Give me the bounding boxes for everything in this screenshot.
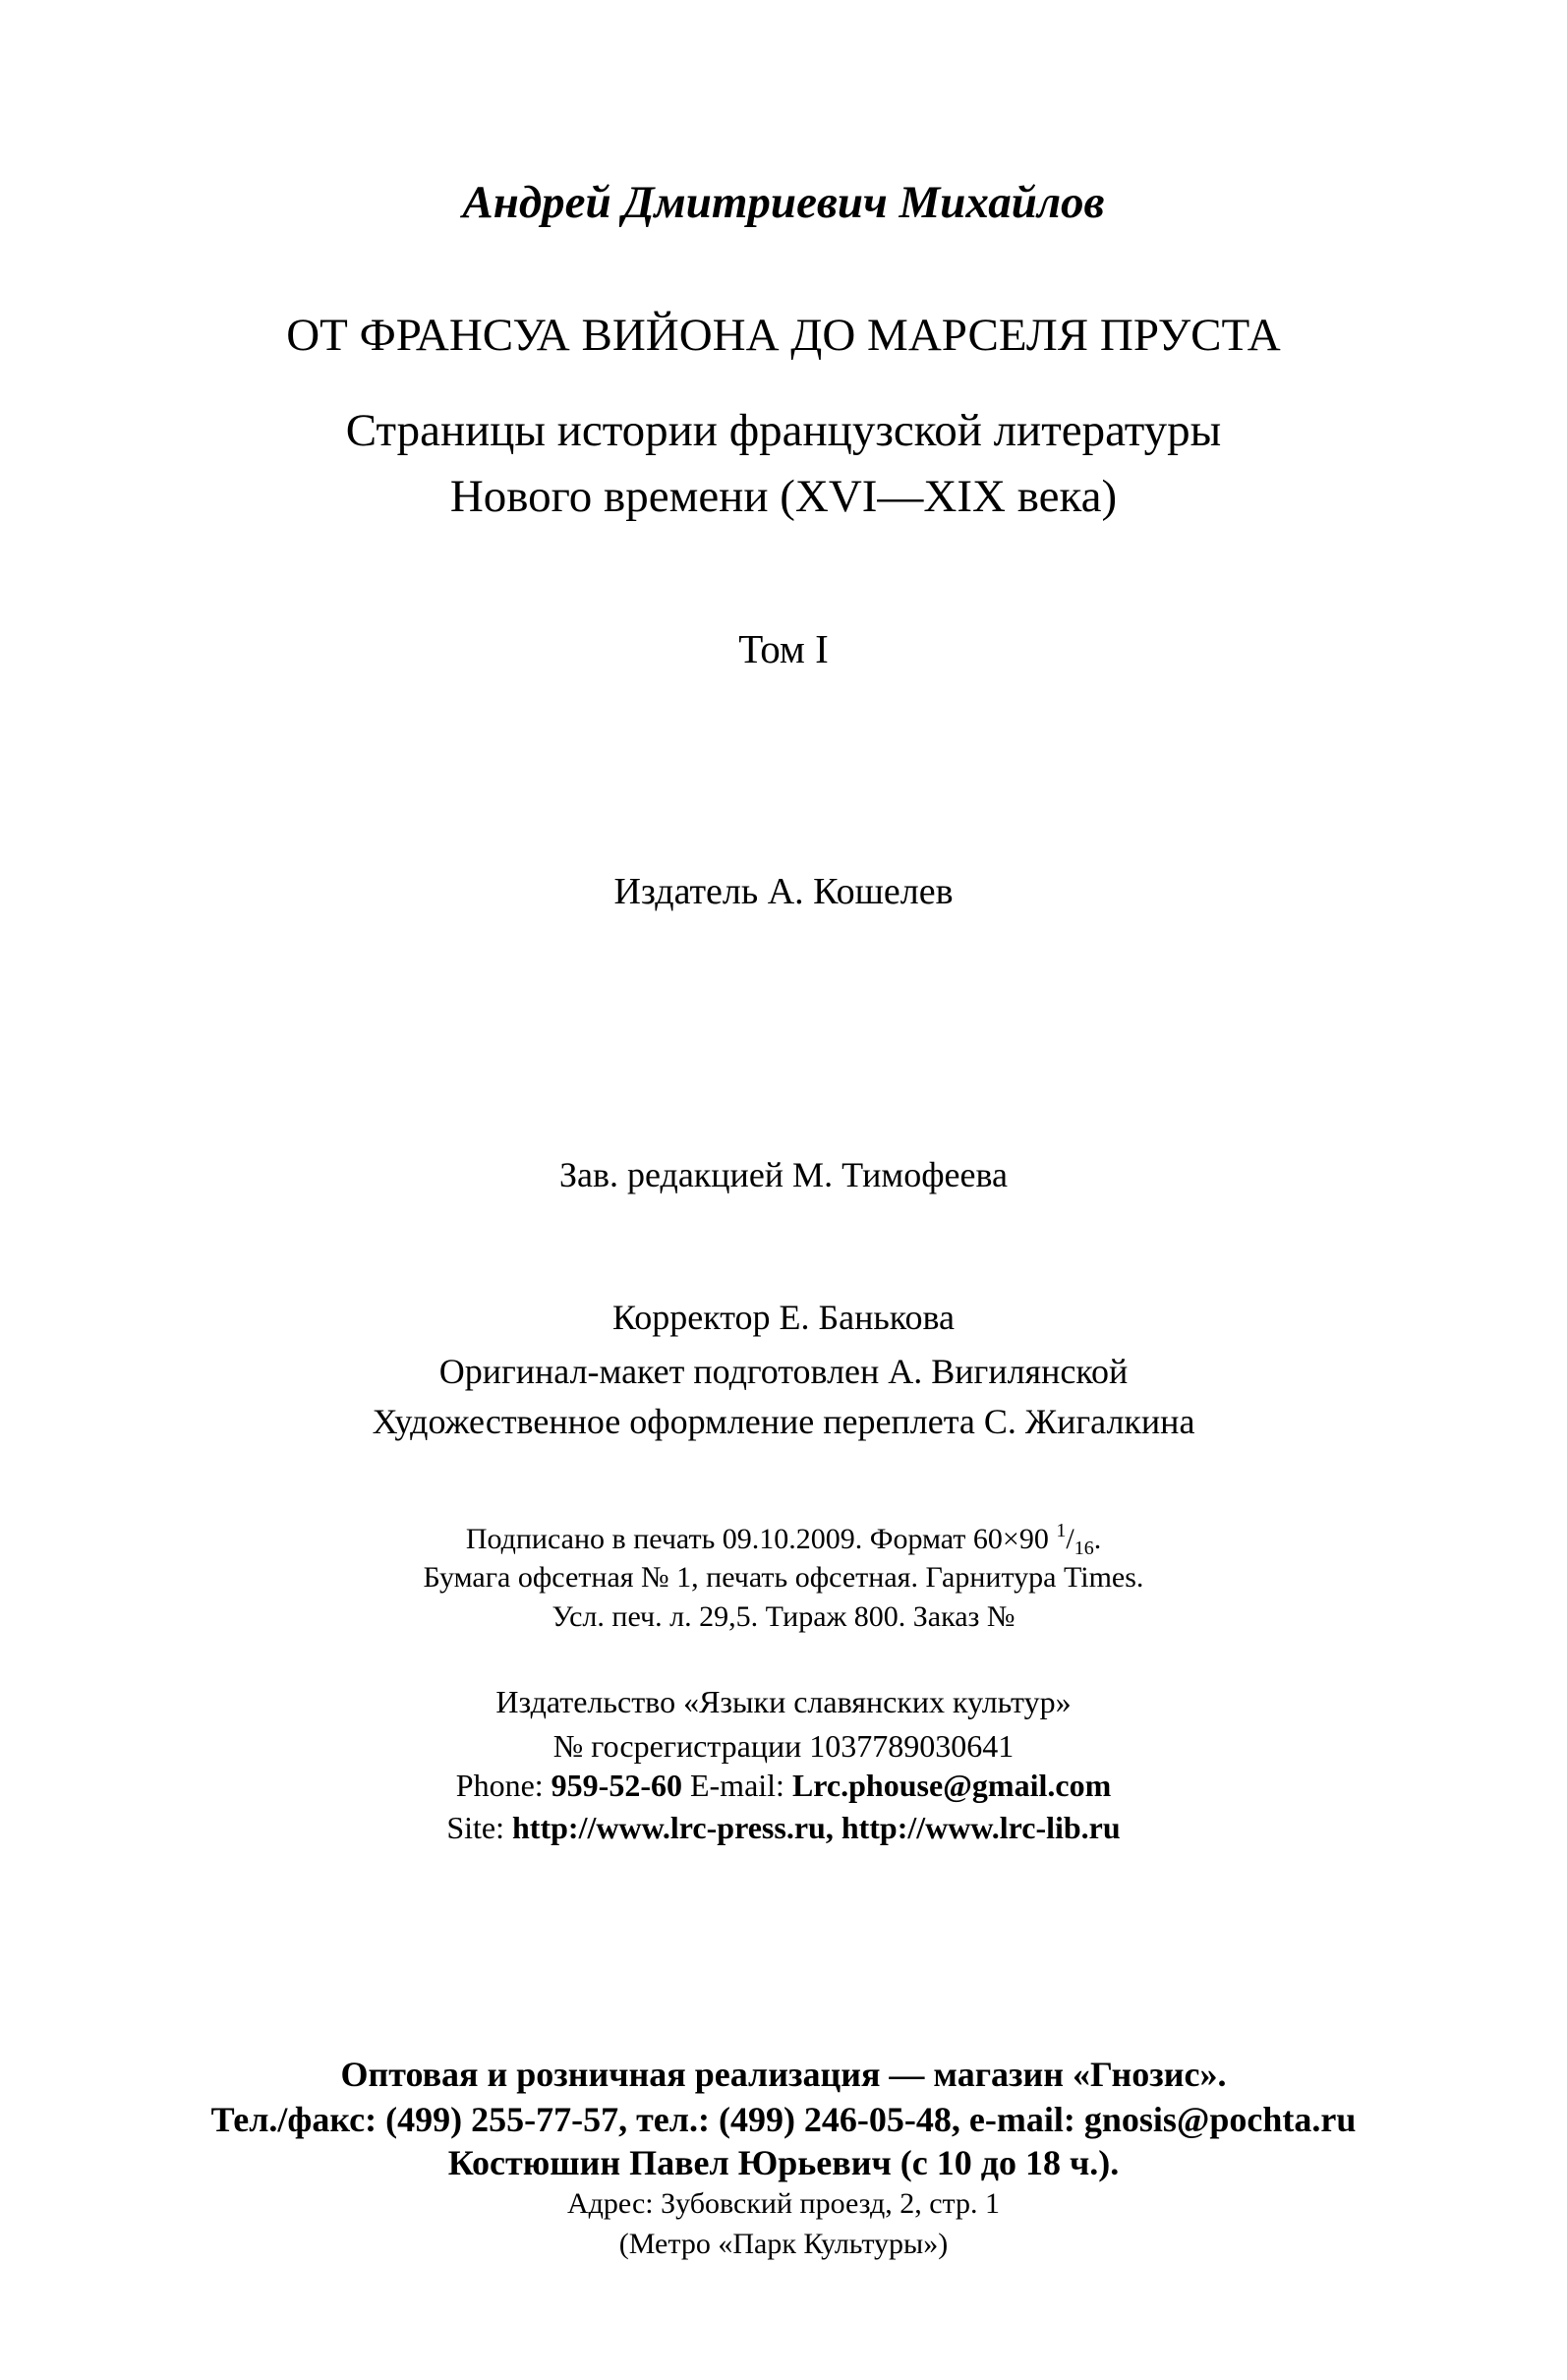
format-denominator: 16 [1074,1538,1094,1559]
print-signed-line [0,1521,1567,1558]
publisher-line: Издатель А. Кошелев [613,871,954,912]
phone-number: 959-52-60 [551,1768,682,1803]
retail-contacts: Тел./факс: (499) 255-77-57, тел.: (499) 246-05-48, e-mail: gnosis@pochta.ru [210,2100,1357,2139]
subtitle-line-2: Нового времени (XVI—XIX века) [449,471,1118,522]
cover-design-line: Художественное оформление переплета С. Жигалкина [372,1402,1195,1441]
print-signed-suffix: . [1093,1523,1102,1555]
retail-metro: (Метро «Парк Культуры») [618,2228,949,2260]
author-name: Андрей Дмитриевич Михайлов [462,177,1105,228]
registration-number: № госрегистрации 1037789030641 [552,1728,1015,1764]
email-link[interactable]: Lrc.phouse@gmail.com [791,1768,1112,1803]
retail-address: Адрес: Зубовский проезд, 2, стр. 1 [567,2187,1000,2220]
publishing-house-name: Издательство «Языки славянских культур» [495,1684,1072,1719]
retail-contact-person: Костюшин Павел Юрьевич (с 10 до 18 ч.). [447,2143,1120,2182]
volume-label: Том I [738,626,829,671]
site-line [0,1812,1567,1843]
book-title: ОТ ФРАНСУА ВИЙОНА ДО МАРСЕЛЯ ПРУСТА [286,310,1281,361]
proofreader-line: Корректор Е. Банькова [612,1298,955,1337]
format-numerator: 1 [1056,1520,1067,1541]
print-signed-text: Подписано в печать 09.10.2009. Формат 60×90 [465,1523,1057,1555]
chief-editor-line: Зав. редакцией М. Тимофеева [558,1155,1008,1194]
retail-heading: Оптовая и розничная реализация — магазин «Гнозис». [340,2055,1227,2094]
site-links[interactable]: http://www.lrc-press.ru, http://www.lrc-lib.ru [512,1810,1121,1845]
format-slash: / [1066,1523,1074,1555]
subtitle-line-1: Страницы истории французской литературы [345,405,1222,456]
phone-label: Phone: [455,1768,551,1803]
contact-line [0,1770,1567,1801]
layout-credit-line: Оригинал-макет подготовлен А. Вигилянской [438,1352,1129,1391]
site-label: Site: [446,1810,512,1845]
print-run-line: Усл. печ. л. 29,5. Тираж 800. Заказ № [551,1600,1016,1633]
paper-line: Бумага офсетная № 1, печать офсетная. Гарнитура Times. [423,1561,1144,1594]
email-label: E-mail: [681,1768,792,1803]
